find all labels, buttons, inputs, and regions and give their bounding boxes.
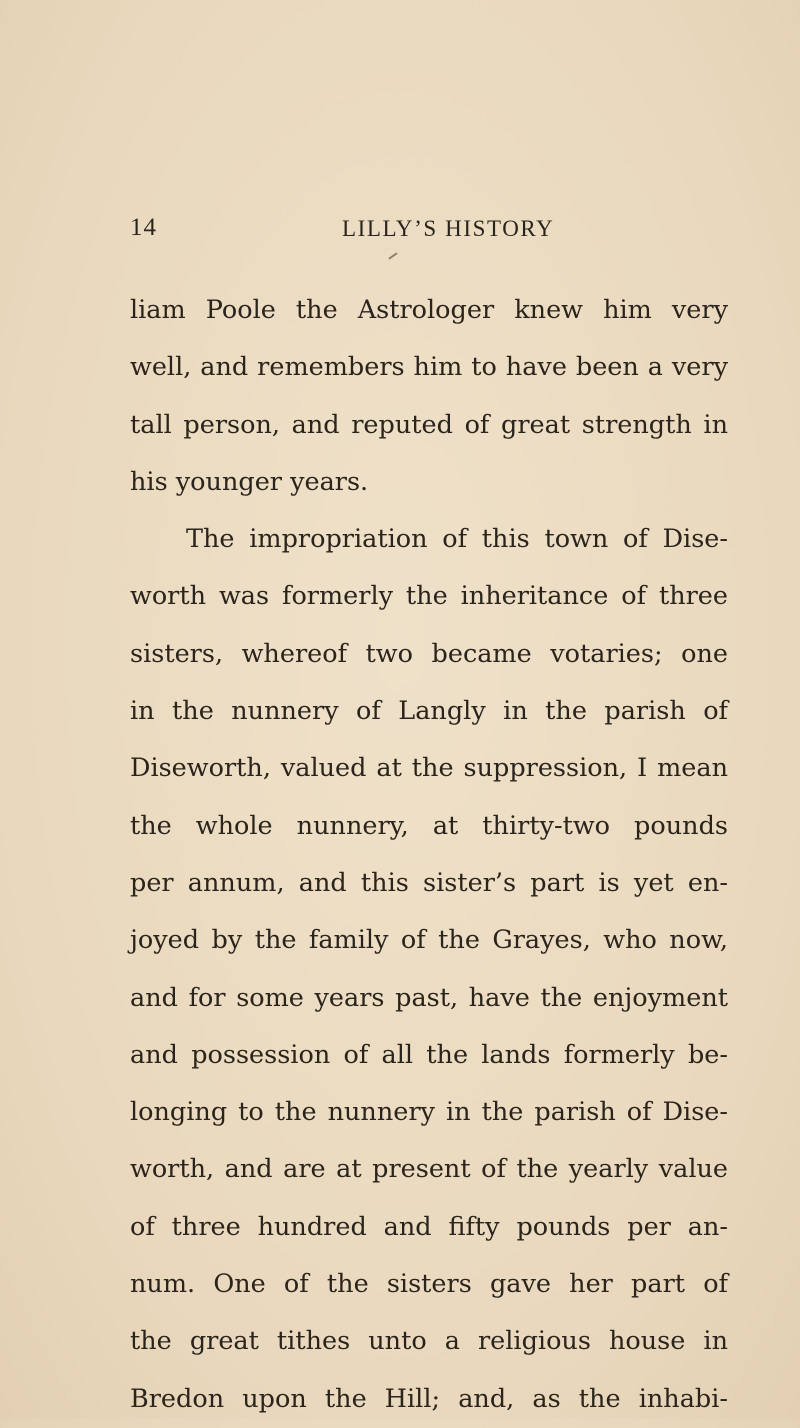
text-line: worth was formerly the inheritance of three	[130, 581, 728, 612]
page-number: 14	[130, 214, 157, 241]
text-line: worth, and are at present of the yearly value	[130, 1154, 728, 1185]
ink-mark	[388, 252, 397, 259]
text-line: well, and remembers him to have been a very	[130, 352, 728, 383]
running-title: LILLY’S HISTORY	[342, 216, 555, 241]
text-line: the great tithes unto a religious house in	[130, 1326, 728, 1357]
text-line: of three hundred and fifty pounds per an-	[130, 1211, 728, 1242]
text-line: the whole nunnery, at thirty-two pounds	[130, 810, 728, 841]
text-line: The impropriation of this town of Dise-	[186, 524, 728, 555]
text-line: Bredon upon the Hill; and, as the inhabi-	[130, 1383, 728, 1414]
text-line: num. One of the sisters gave her part of	[130, 1269, 728, 1300]
running-head	[130, 214, 690, 250]
text-line: Diseworth, valued at the suppression, I mean	[130, 753, 728, 784]
text-line: and possession of all the lands formerly be-	[130, 1039, 728, 1070]
text-line: joyed by the family of the Grayes, who now,	[130, 925, 728, 956]
text-line: his younger years.	[130, 466, 369, 497]
text-line: and for some years past, have the enjoyment	[130, 982, 728, 1013]
text-line: in the nunnery of Langly in the parish of	[130, 696, 728, 727]
body-text	[130, 282, 728, 1428]
text-line: sisters, whereof two became votaries; one	[130, 638, 728, 669]
text-line: liam Poole the Astrologer knew him very	[130, 295, 728, 325]
text-line: per annum, and this sister’s part is yet en-	[130, 867, 728, 898]
text-line: longing to the nunnery in the parish of Dise-	[130, 1097, 728, 1128]
text-line: tall person, and reputed of great strength in	[130, 409, 728, 440]
